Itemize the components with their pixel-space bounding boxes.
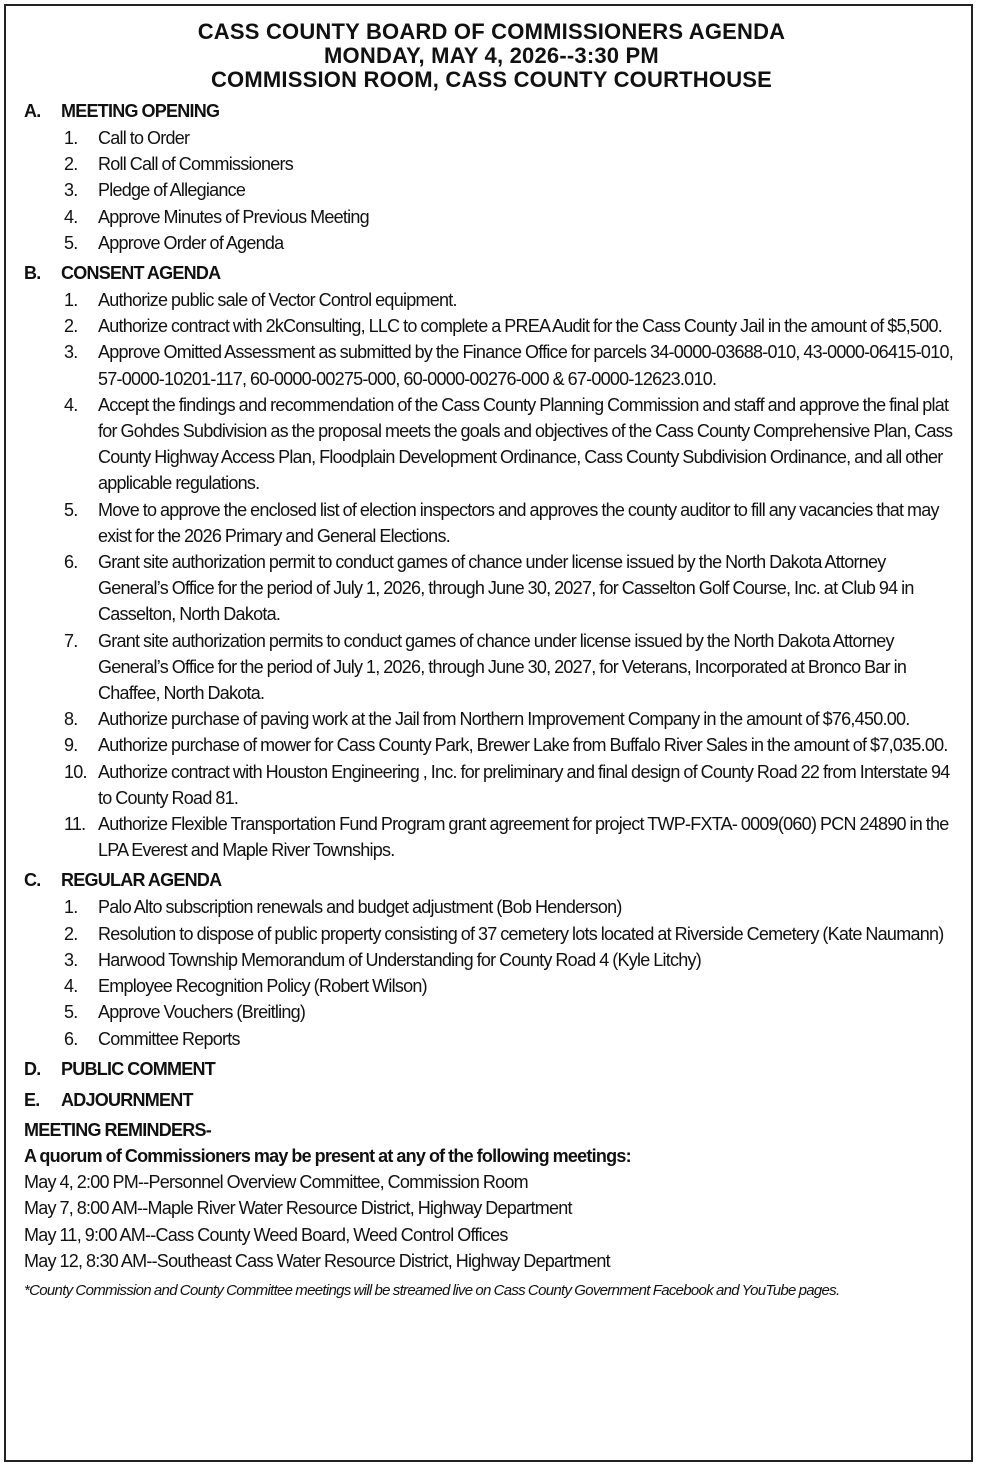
item-text: Call to Order bbox=[98, 128, 190, 148]
agenda-item bbox=[24, 759, 959, 811]
item-text: Authorize purchase of mower for Cass County Park, Brewer Lake from Buffalo River Sales in the amount of $7,035.00. bbox=[98, 735, 948, 756]
reminder-item: May 4, 2:00 PM--Personnel Overview Committee, Commission Room bbox=[24, 1172, 528, 1193]
agenda-section bbox=[24, 260, 959, 863]
item-number: 2. bbox=[64, 923, 78, 944]
meeting-reminders bbox=[24, 1117, 959, 1274]
item-text: Committee Reports bbox=[98, 1028, 240, 1049]
agenda-item bbox=[24, 921, 959, 947]
agenda-item bbox=[24, 287, 959, 313]
agenda-item bbox=[24, 1026, 959, 1052]
item-text: Authorize Flexible Transportation Fund Program grant agreement for project TWP-FXTA- 0009(060) PCN 24890 in the LPA Everest and Maple River Townships. bbox=[98, 814, 949, 861]
header-title: CASS COUNTY BOARD OF COMMISSIONERS AGENDA bbox=[197, 19, 786, 44]
section-title: ADJOURNMENT bbox=[61, 1089, 193, 1110]
item-text: Approve Vouchers (Breitling) bbox=[98, 1002, 306, 1023]
item-number: 3. bbox=[64, 342, 78, 363]
item-text: Roll Call of Commissioners bbox=[98, 154, 294, 175]
item-number: 6. bbox=[64, 552, 78, 573]
section-letter: D. bbox=[24, 1058, 41, 1079]
item-number: 4. bbox=[64, 206, 78, 227]
item-number: 4. bbox=[64, 394, 78, 415]
item-text: Authorize contract with Houston Engineering , Inc. for preliminary and final design of County Road 22 from Interstate 94 to County Road 81. bbox=[98, 761, 950, 808]
item-text: Approve Order of Agenda bbox=[98, 232, 284, 253]
section-title: CONSENT AGENDA bbox=[61, 263, 221, 284]
agenda-item bbox=[24, 549, 959, 628]
agenda-section bbox=[24, 98, 959, 256]
agenda-item bbox=[24, 313, 959, 339]
agenda-item bbox=[24, 706, 959, 732]
reminder-list bbox=[24, 1169, 959, 1274]
item-text: Palo Alto subscription renewals and budget adjustment (Bob Henderson) bbox=[98, 897, 622, 918]
section-letter: C. bbox=[24, 870, 41, 891]
item-number: 7. bbox=[64, 630, 78, 651]
item-text: Pledge of Allegiance bbox=[98, 180, 246, 201]
agenda-sections bbox=[24, 98, 959, 1114]
agenda-item bbox=[24, 894, 959, 920]
item-number: 11. bbox=[64, 814, 86, 835]
item-text: Authorize public sale of Vector Control equipment. bbox=[98, 290, 457, 311]
reminders-subheading: A quorum of Commissioners may be present at any of the following meetings: bbox=[24, 1145, 631, 1166]
agenda-section bbox=[24, 1056, 959, 1083]
section-letter: E. bbox=[24, 1089, 40, 1110]
item-text: Authorize contract with 2kConsulting, LLC to complete a PREA Audit for the Cass County Jail in the amount of $5,500. bbox=[98, 316, 943, 337]
item-text: Grant site authorization permit to conduct games of chance under license issued by the North Dakota Attorney General’s Office for the period of July 1, 2026, through June 30, 2027, for Casselton Golf Course, Inc. at Club 94 in Casselton, North Dakota. bbox=[98, 552, 914, 625]
section-letter: A. bbox=[24, 101, 41, 121]
agenda-item bbox=[24, 339, 959, 391]
section-heading bbox=[24, 867, 959, 894]
agenda-item bbox=[24, 125, 959, 151]
reminder-item: May 12, 8:30 AM--Southeast Cass Water Resource District, Highway Department bbox=[24, 1250, 610, 1271]
section-heading bbox=[24, 1056, 959, 1083]
item-number: 3. bbox=[64, 180, 78, 201]
agenda-item bbox=[24, 151, 959, 177]
agenda-item bbox=[24, 999, 959, 1025]
agenda-item bbox=[24, 628, 959, 707]
item-number: 6. bbox=[64, 1028, 78, 1049]
item-number: 10. bbox=[64, 761, 87, 782]
item-text: Accept the findings and recommendation of the Cass County Planning Commission and staff and approve the final plat for Gohdes Subdivision as the proposal meets the goals and objectives of the Cass County Comprehensive Plan, Cass County Highway Access Plan, Floodplain Development Ordinance, Cass County Subdivision Ordinance, and all other applicable regulations. bbox=[98, 394, 953, 494]
item-number: 5. bbox=[64, 232, 78, 253]
agenda-item bbox=[24, 204, 959, 230]
agenda-item bbox=[24, 811, 959, 863]
item-number: 9. bbox=[64, 735, 78, 756]
item-number: 1. bbox=[64, 897, 78, 918]
section-title: PUBLIC COMMENT bbox=[61, 1058, 215, 1079]
item-text: Move to approve the enclosed list of election inspectors and approves the county auditor to fill any vacancies that may exist for the 2026 Primary and General Elections. bbox=[98, 499, 939, 546]
item-text: Resolution to dispose of public property consisting of 37 cemetery lots located at Riverside Cemetery (Kate Naumann) bbox=[98, 923, 944, 944]
item-number: 1. bbox=[64, 290, 78, 311]
item-text: Approve Minutes of Previous Meeting bbox=[98, 206, 369, 227]
item-text: Approve Omitted Assessment as submitted by the Finance Office for parcels 34-0000-03688-010, 43-0000-06415-010, 57-0000-10201-117, 60-0000-00275-000, 60-0000-00276-000 & 67-0000-12623.010. bbox=[98, 342, 953, 389]
agenda-header bbox=[24, 20, 959, 92]
section-letter: B. bbox=[24, 263, 41, 284]
item-text: Employee Recognition Policy (Robert Wilson) bbox=[98, 976, 427, 997]
reminders-heading: MEETING REMINDERS- bbox=[24, 1119, 212, 1140]
header-location: COMMISSION ROOM, CASS COUNTY COURTHOUSE bbox=[210, 67, 773, 92]
item-text: Harwood Township Memorandum of Understanding for County Road 4 (Kyle Litchy) bbox=[98, 949, 701, 970]
item-number: 8. bbox=[64, 709, 78, 730]
item-number: 3. bbox=[64, 949, 78, 970]
reminder-item: May 7, 8:00 AM--Maple River Water Resource District, Highway Department bbox=[24, 1198, 572, 1219]
agenda-item bbox=[24, 497, 959, 549]
agenda-section bbox=[24, 1087, 959, 1114]
item-number: 4. bbox=[64, 976, 78, 997]
streaming-footnote: *County Commission and County Committee meetings will be streamed live on Cass County Government Facebook and YouTube pages. bbox=[24, 1281, 840, 1299]
section-heading bbox=[24, 260, 959, 287]
item-number: 2. bbox=[64, 316, 78, 337]
agenda-item bbox=[24, 392, 959, 497]
section-title: MEETING OPENING bbox=[61, 101, 220, 121]
agenda-section bbox=[24, 867, 959, 1051]
section-heading bbox=[24, 98, 959, 125]
agenda-item bbox=[24, 973, 959, 999]
item-number: 5. bbox=[64, 1002, 78, 1023]
item-text: Grant site authorization permits to conduct games of chance under license issued by the North Dakota Attorney General’s Office for the period of July 1, 2026, through June 30, 2027, for Veterans, Incorporated at Bronco Bar in Chaffee, North Dakota. bbox=[98, 630, 907, 704]
agenda-item bbox=[24, 732, 959, 758]
item-number: 2. bbox=[64, 154, 78, 175]
section-heading bbox=[24, 1087, 959, 1114]
agenda-notice bbox=[4, 4, 973, 1462]
agenda-body bbox=[24, 98, 959, 1300]
agenda-item bbox=[24, 230, 959, 256]
item-number: 5. bbox=[64, 499, 78, 520]
item-text: Authorize purchase of paving work at the Jail from Northern Improvement Company in the amount of $76,450.00. bbox=[98, 709, 910, 730]
item-number: 1. bbox=[64, 128, 78, 148]
agenda-item bbox=[24, 177, 959, 203]
agenda-item bbox=[24, 947, 959, 973]
section-title: REGULAR AGENDA bbox=[61, 870, 222, 891]
header-date-time: MONDAY, MAY 4, 2026--3:30 PM bbox=[324, 43, 659, 68]
reminder-item: May 11, 9:00 AM--Cass County Weed Board, Weed Control Offices bbox=[24, 1224, 508, 1245]
